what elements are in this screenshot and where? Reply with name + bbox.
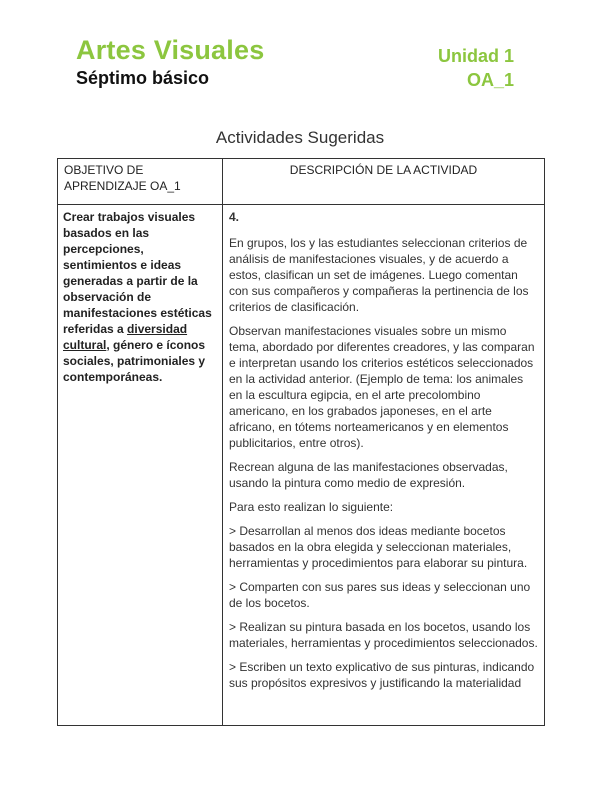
column-header-description: DESCRIPCIÓN DE LA ACTIVIDAD — [223, 159, 545, 205]
list-item: > Escriben un texto explicativo de sus pinturas, indicando sus propósitos expresivos y justificando la materialidad — [229, 660, 535, 690]
oa-label: OA_1 — [466, 70, 514, 90]
unit-label: Unidad 1 — [437, 46, 514, 66]
paragraph: En grupos, los y las estudiantes seleccionan criterios de análisis de manifestaciones visuales, y de acuerdo a estos, clasifican un set de imágenes. Luego comentan con sus compañeros y compañeras la pertinencia de los criterios de clasificación. — [229, 236, 529, 314]
grade-subtitle: Séptimo básico — [76, 68, 210, 88]
objective-underlined-text: diversidad cultural — [63, 322, 188, 352]
objective-cell — [58, 205, 223, 726]
section-title: Actividades Sugeridas — [215, 128, 385, 147]
objective-text: Crear trabajos visuales basados en las percepciones, sentimientos e ideas generadas a partir de la observación de manifestaciones estéticas referidas a — [63, 210, 212, 336]
paragraph: Recrean alguna de las manifestaciones observadas, usando la pintura como medio de expresión. — [229, 460, 508, 490]
table-header-row — [58, 159, 545, 205]
objective-text-end: , género e íconos sociales, patrimoniales y contemporáneas. — [63, 338, 206, 384]
description-cell — [223, 205, 545, 726]
activities-table — [57, 158, 545, 726]
column-header-objective: OBJETIVO DE APRENDIZAJE OA_1 — [58, 159, 223, 205]
paragraph: Para esto realizan lo siguiente: — [229, 500, 394, 514]
activity-number: 4. — [229, 210, 240, 224]
header-right — [438, 44, 514, 92]
list-item: > Realizan su pintura basada en los bocetos, usando los materiales, herramientas y procedimientos seleccionados. — [229, 620, 538, 650]
table-row — [58, 205, 545, 726]
header-left — [76, 34, 264, 89]
list-item: > Desarrollan al menos dos ideas mediante bocetos basados en la obra elegida y seleccionan materiales, herramientas y procedimientos para elaborar su pintura. — [229, 524, 528, 570]
paragraph: Observan manifestaciones visuales sobre un mismo tema, abordado por diferentes creadores, y las comparan e interpretan usando los criterios estéticos seleccionados en la actividad anterior. (Ejemplo de tema: los animales en la escultura egipcia, en el arte precolombino americano, en los grabados japoneses, en el arte africano, en tótems norteamericanos y en elementos publicitarios, entre otros). — [229, 324, 535, 450]
subject-title: Artes Visuales — [76, 35, 265, 65]
list-item: > Comparten con sus pares sus ideas y seleccionan uno de los bocetos. — [229, 580, 531, 610]
